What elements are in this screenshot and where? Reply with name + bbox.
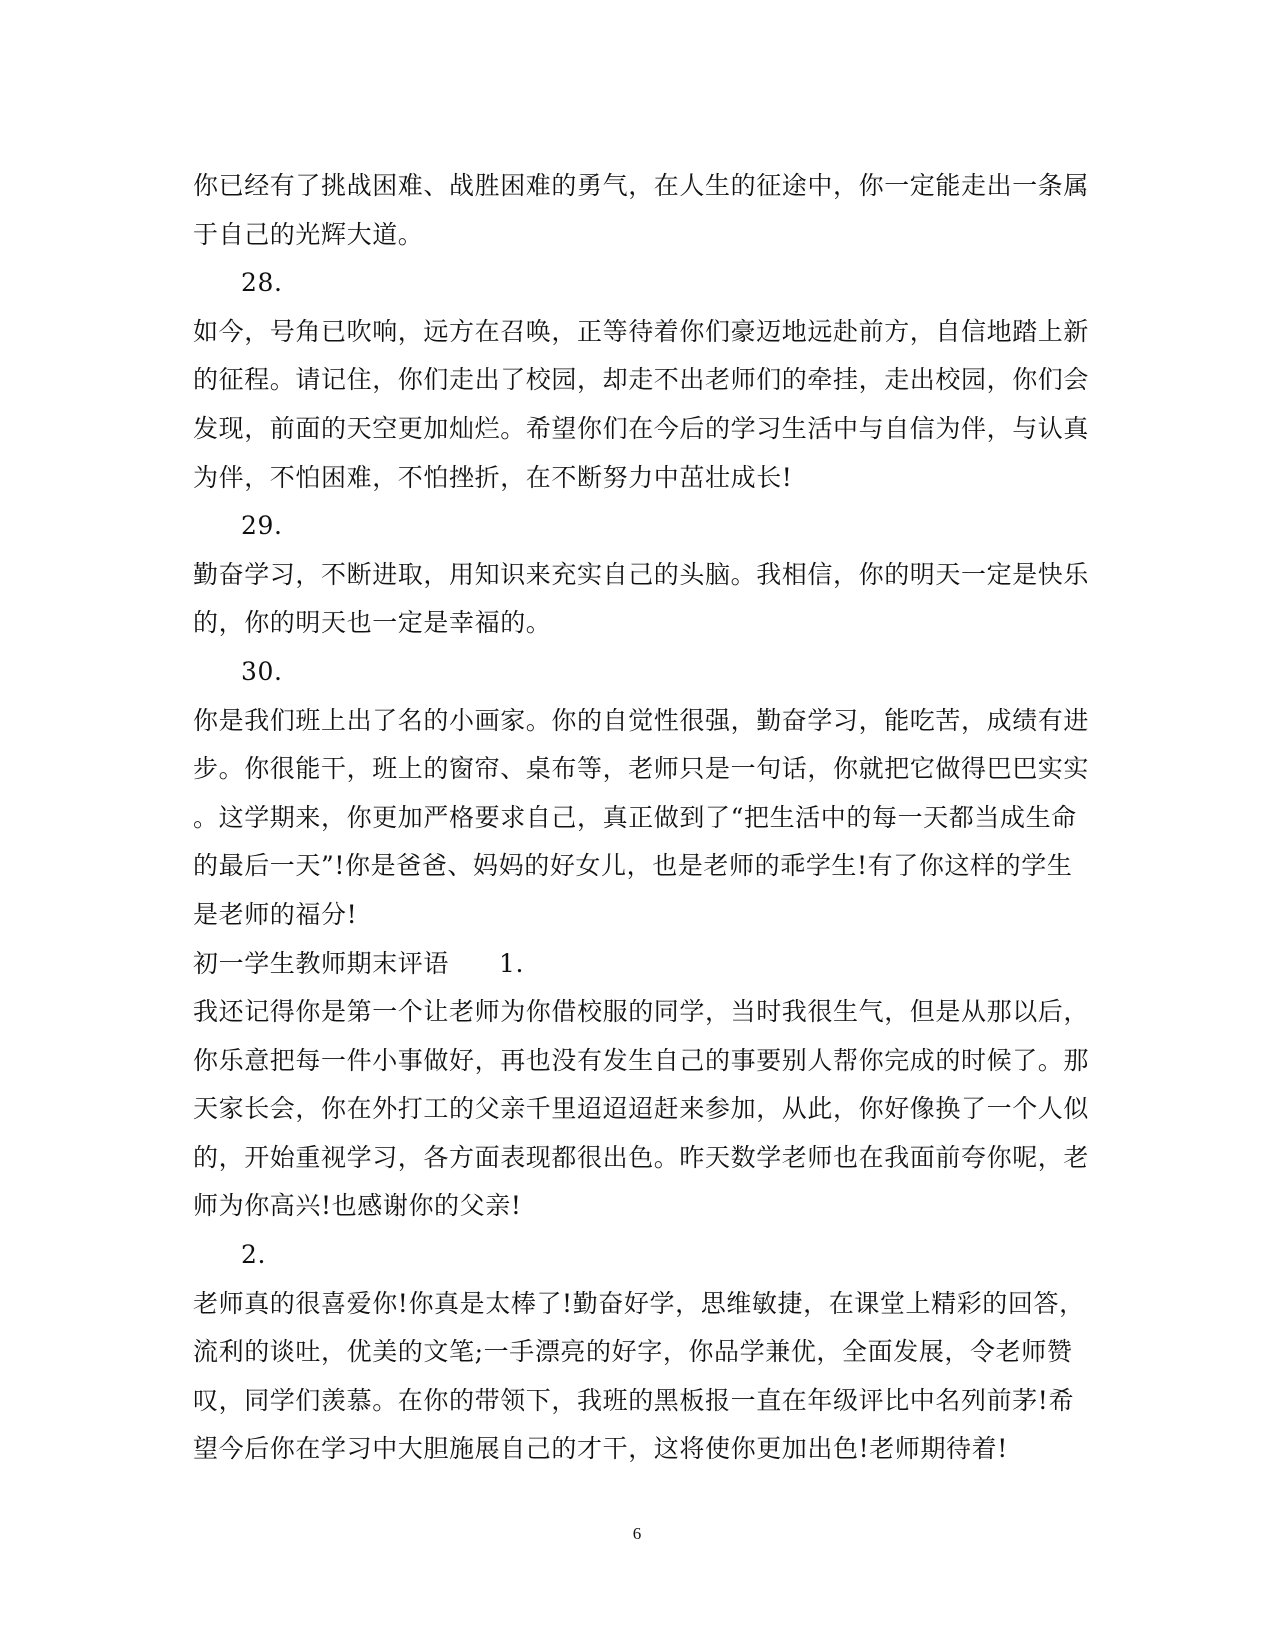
paragraph-line: 老师真的很喜爱你!你真是太棒了!勤奋好学，思维敏捷，在课堂上精彩的回答，	[193, 1288, 1085, 1318]
paragraph-line: 的，开始重视学习，各方面表现都很出色。昨天数学老师也在我面前夸你呢，老	[193, 1142, 1090, 1172]
paragraph-line: 勤奋学习，不断进取，用知识来充实自己的头脑。我相信，你的明天一定是快乐	[193, 559, 1090, 589]
section-heading	[193, 940, 1073, 989]
paragraph-line: 我还记得你是第一个让老师为你借校服的同学，当时我很生气，但是从那以后，	[193, 997, 1090, 1027]
paragraph-line: 的，你的明天也一定是幸福的。	[193, 608, 552, 638]
paragraph-line: 步。你很能干，班上的窗帘、桌布等，老师只是一句话，你就把它做得巴巴实实	[193, 754, 1090, 784]
paragraph-line: 为伴，不怕困难，不怕挫折，在不断努力中茁壮成长!	[193, 462, 793, 492]
item-number: 2.	[241, 1240, 267, 1270]
paragraph-line: 。这学期来，你更加严格要求自己，真正做到了“把生活中的每一天都当成生命	[193, 802, 1077, 832]
document-body	[193, 162, 1090, 1474]
paragraph-line: 是老师的福分!	[193, 899, 358, 929]
paragraph-line: 叹，同学们羡慕。在你的带领下，我班的黑板报一直在年级评比中名列前茅!希	[193, 1385, 1075, 1415]
paragraph-line: 师为你高兴!也感谢你的父亲!	[193, 1191, 522, 1221]
paragraph-line: 望今后你在学习中大胆施展自己的才干，这将使你更加出色!老师期待着!	[193, 1434, 1008, 1464]
paragraph-line: 你已经有了挑战困难、战胜困难的勇气，在人生的征途中，你一定能走出一条属	[193, 171, 1090, 200]
section-heading-number: 1.	[499, 948, 525, 978]
item-number: 29.	[241, 511, 283, 541]
paragraph-line: 发现，前面的天空更加灿烂。希望你们在今后的学习生活中与自信为伴，与认真	[193, 413, 1090, 443]
paragraph-line: 你是我们班上出了名的小画家。你的自觉性很强，勤奋学习，能吃苦，成绩有进	[193, 705, 1090, 735]
paragraph-line: 的最后一天”!你是爸爸、妈妈的好女儿，也是老师的乖学生!有了你这样的学生	[193, 851, 1073, 881]
paragraph-line: 的征程。请记住，你们走出了校园，却走不出老师们的牵挂，走出校园，你们会	[193, 365, 1090, 395]
paragraph-line: 于自己的光辉大道。	[193, 219, 424, 249]
item-number: 30.	[241, 656, 283, 686]
section-heading-title: 初一学生教师期末评语	[193, 948, 450, 978]
paragraph-line: 天家长会，你在外打工的父亲千里迢迢迢赶来参加，从此，你好像换了一个人似	[193, 1094, 1090, 1124]
paragraph-line: 流利的谈吐，优美的文笔;一手漂亮的好字，你品学兼优，全面发展，令老师赞	[193, 1337, 1073, 1367]
page-number: 6	[632, 1524, 642, 1543]
paragraph-line: 你乐意把每一件小事做好，再也没有发生自己的事要别人帮你完成的时候了。那	[193, 1045, 1090, 1075]
paragraph-line: 如今，号角已吹响，远方在召唤，正等待着你们豪迈地远赴前方，自信地踏上新	[193, 316, 1090, 346]
item-number: 28.	[241, 268, 283, 298]
